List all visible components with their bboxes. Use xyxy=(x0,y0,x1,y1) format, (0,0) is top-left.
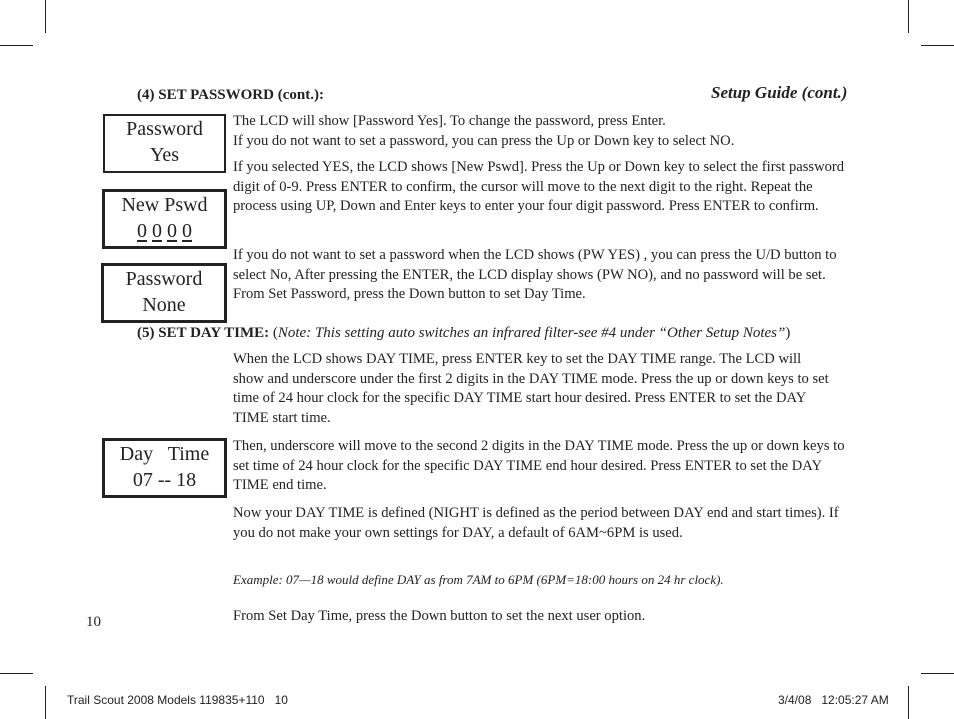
lcd-new-pswd xyxy=(102,189,227,249)
crop-mark-top-left-vertical xyxy=(45,0,46,33)
note-close-paren: ) xyxy=(785,325,791,341)
section-5-title: (5) SET DAY TIME: xyxy=(137,325,270,341)
section-5-paragraph-4: From Set Day Time, press the Down button to set the next user option. xyxy=(233,608,646,624)
paragraph-line: The LCD will show [Password Yes]. To change the password, press Enter. xyxy=(233,113,666,129)
section-4-paragraph-2: If you selected YES, the LCD shows [New Pswd]. Press the Up or Down key to select the first password digit of 0-9. Press ENTER to confirm, the cursor will move to the next digit to the right. Repeat the process using UP, Down and Enter keys to enter your four digit password. Press ENTER to confirm. xyxy=(233,159,845,215)
lcd-line-1: Password xyxy=(125,268,203,290)
crop-mark-bottom-right-horizontal xyxy=(921,673,954,674)
lcd-password-none xyxy=(101,263,227,323)
password-digit-2: 0 xyxy=(152,220,162,242)
lcd-day-time xyxy=(102,438,227,498)
password-digit-4: 0 xyxy=(182,220,192,242)
lcd-line-1: New Pswd xyxy=(121,194,208,216)
lcd-password-yes xyxy=(103,114,226,173)
crop-mark-bottom-right-vertical xyxy=(908,686,909,719)
section-5-paragraph-1: When the LCD shows DAY TIME, press ENTER key to set the DAY TIME range. The LCD will show and underscore under the first 2 digits in the DAY TIME mode. Press the up or down keys to set time of 24 hour clock for the specific DAY TIME start hour desired. Press ENTER to set the DAY TIME start time. xyxy=(233,351,829,426)
guide-title: Setup Guide (cont.) xyxy=(711,83,848,102)
crop-mark-bottom-left-vertical xyxy=(45,686,46,719)
section-4-paragraph-3: If you do not want to set a password when the LCD shows (PW YES) , you can press the U/D button to select No, After pressing the ENTER, the LCD display shows (PW NO), and no password will be set. From Set Password, press the Down button to set Day Time. xyxy=(233,247,837,303)
lcd-line-1: Password xyxy=(126,118,203,140)
crop-mark-top-right-vertical xyxy=(908,0,909,33)
crop-mark-bottom-left-horizontal xyxy=(0,673,33,674)
footer-timestamp: 3/4/08 12:05:27 AM xyxy=(778,693,889,707)
section-5-paragraph-3: Now your DAY TIME is defined (NIGHT is defined as the period between DAY end and start times). If you do not make your own settings for DAY, a default of 6AM~6PM is used. xyxy=(233,505,839,541)
lcd-line-1: Day Time xyxy=(119,443,210,465)
crop-mark-top-right-horizontal xyxy=(921,45,954,46)
section-5-heading xyxy=(137,325,790,342)
lcd-digits xyxy=(105,218,224,244)
lcd-line-2: None xyxy=(142,294,186,316)
paragraph-line: If you do not want to set a password, you can press the Up or Down key to select NO. xyxy=(233,132,735,149)
section-5-note: Note: This setting auto switches an infrared filter-see #4 under “Other Setup Notes” xyxy=(277,325,786,341)
footer-file-info: Trail Scout 2008 Models 119835+110 10 xyxy=(67,693,288,707)
lcd-line-2: 07 -- 18 xyxy=(132,469,197,491)
lcd-line-2: Yes xyxy=(149,144,180,166)
password-digit-3: 0 xyxy=(167,220,177,242)
section-5-example: Example: 07—18 would define DAY as from 7AM to 6PM (6PM=18:00 hours on 24 hr clock). xyxy=(233,572,724,587)
section-4-title: (4) SET PASSWORD (cont.): xyxy=(137,87,324,103)
page-number: 10 xyxy=(86,614,101,630)
section-4-paragraph-1 xyxy=(233,112,853,151)
note-open-paren: ( xyxy=(272,325,278,341)
crop-mark-top-left-horizontal xyxy=(0,45,33,46)
section-5-paragraph-2: Then, underscore will move to the second 2 digits in the DAY TIME mode. Press the up or down keys to set time of 24 hour clock for the specific DAY TIME end hour desired. Press ENTER to set the DAY TIME end time. xyxy=(233,438,845,494)
password-digit-1: 0 xyxy=(137,220,147,242)
